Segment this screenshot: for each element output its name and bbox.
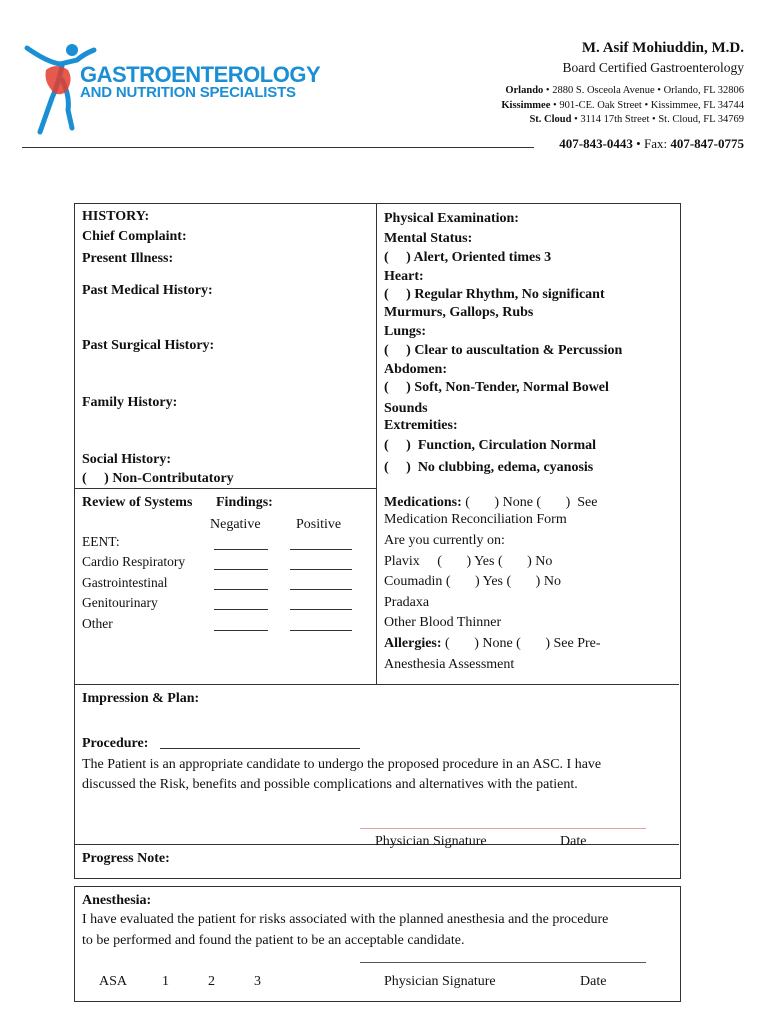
ros-system-eent: EENT: [82,534,120,549]
physician-signature-line[interactable] [360,828,646,829]
ros-heading: Review of Systems [82,495,193,510]
asa-option-3[interactable]: 3 [254,974,261,989]
date-label: Date [560,834,587,849]
heart-item-cont: Murmurs, Gallops, Rubs [384,305,534,320]
past-medical-history-label: Past Medical History: [82,283,213,298]
statement-line-2: discussed the Risk, benefits and possible complications and alternatives with the patient. [82,777,578,792]
ros-gi-negative-field[interactable] [214,577,268,590]
plavix-checkbox[interactable]: Plavix ( ) Yes ( ) No [384,554,553,569]
mental-status-checkbox[interactable]: ( ) Alert, Oriented times 3 [384,250,552,265]
progress-note-label: Progress Note: [82,851,170,866]
medications-line[interactable]: Medications: ( ) None ( ) See [384,495,598,510]
past-surgical-history-label: Past Surgical History: [82,338,215,353]
present-illness-label: Present Illness: [82,251,174,266]
ros-other-negative-field[interactable] [214,618,268,631]
negative-header: Negative [210,517,261,532]
impression-plan-label: Impression & Plan: [82,691,200,706]
abdomen-label: Abdomen: [384,362,448,377]
heart-label: Heart: [384,269,424,284]
address-orlando: Orlando • 2880 S. Osceola Avenue • Orlando, FL 32806 [505,85,744,96]
heart-checkbox[interactable]: ( ) Regular Rhythm, No significant [384,287,605,302]
coumadin-checkbox[interactable]: Coumadin ( ) Yes ( ) No [384,574,561,589]
doctor-title: Board Certified Gastroenterology [562,60,744,75]
history-heading: HISTORY: [82,209,150,224]
address-st-cloud: St. Cloud • 3114 17th Street • St. Cloud, FL 34769 [529,114,744,125]
family-history-label: Family History: [82,395,178,410]
ros-system-other: Other [82,616,113,631]
lungs-label: Lungs: [384,324,427,339]
ros-system-cardio: Cardio Respiratory [82,554,186,569]
anesthesia-line-1: I have evaluated the patient for risks associated with the planned anesthesia and the procedure [82,912,609,927]
anesthesia-assessment-label: Anesthesia Assessment [384,657,515,672]
header-rule [22,147,534,148]
physical-exam-heading: Physical Examination: [384,211,519,226]
lungs-checkbox[interactable]: ( ) Clear to auscultation & Percussion [384,343,623,358]
anesthesia-date-label: Date [580,974,607,989]
logo-line-1: GASTROENTEROLOGY [80,62,321,87]
extremities-label: Extremities: [384,418,458,433]
physician-signature-label: Physician Signature [375,834,487,849]
ros-other-positive-field[interactable] [290,618,352,631]
findings-label: Findings: [216,495,273,510]
anesthesia-signature-line[interactable] [360,962,646,963]
extremities-function-checkbox[interactable]: ( ) Function, Circulation Normal [384,438,597,453]
procedure-label: Procedure: [82,736,149,751]
statement-line-1: The Patient is an appropriate candidate to undergo the proposed procedure in an ASC. I have [82,757,602,772]
mental-status-label: Mental Status: [384,231,473,246]
anesthesia-signature-label: Physician Signature [384,974,496,989]
ros-cardio-negative-field[interactable] [214,557,268,570]
pradaxa-label: Pradaxa [384,595,430,610]
anesthesia-line-2: to be performed and found the patient to be an acceptable candidate. [82,933,465,948]
social-history-label: Social History: [82,452,172,467]
abdomen-checkbox[interactable]: ( ) Soft, Non-Tender, Normal Bowel [384,380,609,395]
ros-gu-negative-field[interactable] [214,597,268,610]
allergies-line[interactable]: Allergies: ( ) None ( ) See Pre- [384,636,601,651]
ros-eent-positive-field[interactable] [290,537,352,550]
logo-line-2: AND NUTRITION SPECIALISTS [80,84,296,101]
procedure-field[interactable] [160,748,360,749]
asa-option-2[interactable]: 2 [208,974,215,989]
medication-reconciliation: Medication Reconciliation Form [384,512,567,527]
other-blood-thinner-label: Other Blood Thinner [384,615,502,630]
chief-complaint-label: Chief Complaint: [82,229,187,244]
address-kissimmee: Kissimmee • 901-CE. Oak Street • Kissimmee, FL 34744 [501,100,744,111]
ros-eent-negative-field[interactable] [214,537,268,550]
ros-cardio-positive-field[interactable] [290,557,352,570]
currently-on-label: Are you currently on: [384,533,505,548]
anesthesia-heading: Anesthesia: [82,893,152,908]
ros-gu-positive-field[interactable] [290,597,352,610]
ros-system-gu: Genitourinary [82,595,158,610]
abdomen-item-cont: Sounds [384,401,428,416]
non-contributory-checkbox[interactable]: ( ) Non-Contributatory [82,471,234,486]
section-rule-ros [74,488,376,489]
extremities-clubbing-checkbox[interactable]: ( ) No clubbing, edema, cyanosis [384,460,594,475]
asa-label: ASA [99,974,128,989]
positive-header: Positive [296,517,342,532]
column-divider [376,203,377,684]
asa-option-1[interactable]: 1 [162,974,169,989]
ros-system-gi: Gastrointestinal [82,575,168,590]
ros-gi-positive-field[interactable] [290,577,352,590]
doctor-name: M. Asif Mohiuddin, M.D. [581,40,744,56]
section-rule-plan [74,684,679,685]
phone-fax: 407-843-0443 • Fax: 407-847-0775 [559,136,744,151]
